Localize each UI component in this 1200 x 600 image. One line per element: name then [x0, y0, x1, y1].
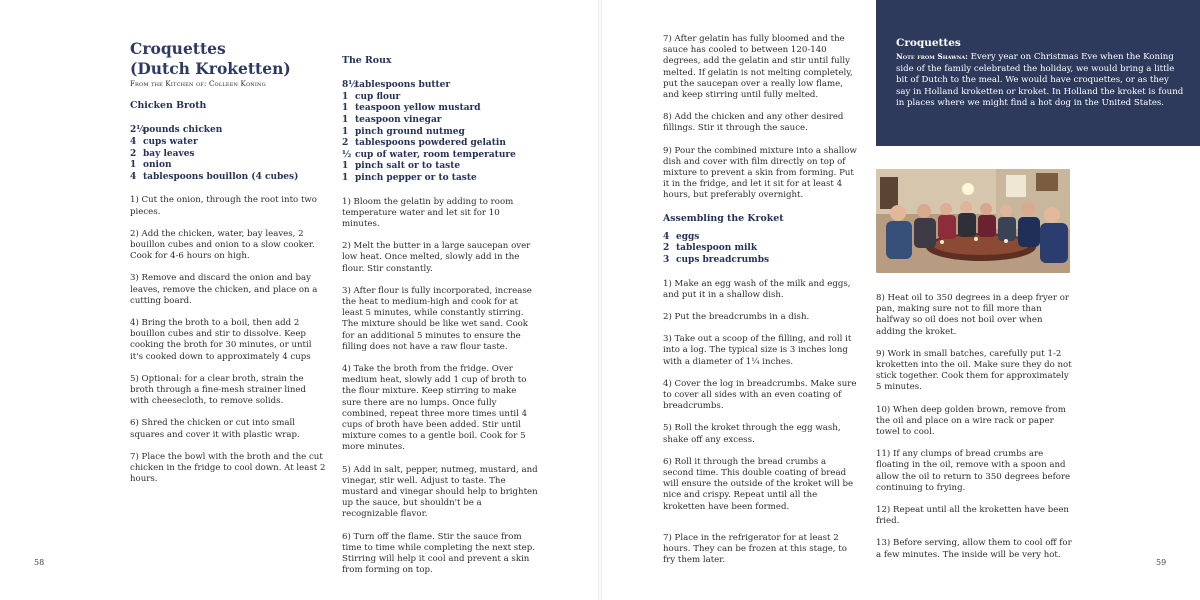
note-label: Note from Shawna:: [896, 52, 968, 61]
assembly-step: 1) Make an egg wash of the milk and eggs, and put it in a shallow dish.: [663, 278, 851, 300]
assembly-column: [663, 34, 859, 577]
ingredient-row: 4 tablespoons bouillon (4 cubes): [130, 171, 299, 182]
page-number: 59: [1156, 558, 1167, 567]
recipe-byline: From the Kitchen of: Colleen Koning: [130, 80, 266, 88]
page-number: 58: [34, 558, 45, 567]
left-page: [0, 0, 598, 600]
assembly-step: 7) Place in the refrigerator for at least 2 hours. They can be frozen at this stage, to fry them later.: [663, 532, 847, 566]
roux-step: 5) Add in salt, pepper, nutmeg, mustard, and vinegar, stir well. Adjust to taste. The mustard and vinegar should help to brighten up the sauce, but shouldn't be a recognizable flavor.: [342, 464, 538, 520]
roux-step: 8) Add the chicken and any other desired fillings. Stir it through the sauce.: [663, 112, 844, 134]
frying-column: [876, 293, 1072, 572]
assembly-step: 3) Take out a scoop of the filling, and roll it into a log. The typical size is 3 inches long with a diameter of 1¼ inches.: [663, 334, 852, 367]
ingredient-row: 2 tablespoons powdered gelatin: [342, 138, 506, 149]
ingredient-row: 1 teaspoon yellow mustard: [342, 103, 481, 114]
note-body: Every year on Christmas Eve when the Koning side of the family celebrated the holiday, we would bring a little bit of Dutch to the meal. We would have croquettes, or as they say in Holland kroketten or kroket. In Holland the kroket is found in places where we might find a hot dog in the United States.: [896, 52, 1184, 109]
ingredient-row: 2¼ pounds chicken: [130, 125, 223, 136]
assembling-ingredient-list: [663, 232, 859, 267]
broth-step: 5) Optional: for a clear broth, strain the broth through a fine-mesh strainer lined with cheesecloth, to remove solids.: [130, 373, 307, 407]
ingredient-row: 1 pinch ground nutmeg: [342, 126, 465, 137]
roux-step: 9) Pour the combined mixture into a shallow dish and cover with film directly on top of mixture to prevent a skin from forming. Put it in the fridge, and let it sit for at least 4 hours, but preferably overnight.: [663, 145, 857, 201]
roux-step: 7) After gelatin has fully bloomed and the sauce has cooled to between 120-140 degrees, add the gelatin and stir until fully melted. If gelatin is not melting completely, put the saucepan over a really low flame, and keep stirring until fully melted.: [663, 34, 853, 101]
assembly-step: 12) Repeat until all the kroketten have been fried.: [876, 505, 1069, 527]
ingredient-row: 8½ tablespoons butter: [342, 80, 451, 91]
broth-ingredient-list: [130, 125, 326, 183]
recipe-title: [130, 39, 326, 79]
note-title: Croquettes: [896, 37, 961, 49]
ingredient-row: 4 eggs: [663, 231, 700, 242]
photo-illustration: [876, 169, 1070, 273]
assembly-step: 10) When deep golden brown, remove from the oil and place on a wire rack or paper towel to cool.: [876, 404, 1066, 438]
roux-heading: The Roux: [342, 55, 392, 66]
ingredient-row: 2 tablespoon milk: [663, 243, 758, 254]
broth-step: 4) Bring the broth to a boil, then add 2 bouillon cubes and stir to dissolve. Keep cooking the broth for 30 minutes, or until it's cooked down to approximately 4 cups: [130, 318, 312, 362]
ingredient-row: 1 cup flour: [342, 91, 401, 102]
ingredient-row: 2 bay leaves: [130, 148, 195, 159]
assembly-step: 5) Roll the kroket through the egg wash, shake off any excess.: [663, 423, 841, 445]
title-line-2: (Dutch Kroketten): [130, 59, 291, 78]
right-page: [602, 0, 1200, 600]
assembly-step: 11) If any clumps of bread crumbs are floating in the oil, remove with a spoon and allow the oil to return to 350 degrees before continuing to frying.: [876, 449, 1071, 493]
assembly-step: 9) Work in small batches, carefully put 1-2 kroketten into the oil. Make sure they do not stick together. Cook them for approximately 5 minutes.: [876, 348, 1072, 393]
ingredient-row: 1 pinch salt or to taste: [342, 161, 461, 172]
roux-step: 1) Bloom the gelatin by adding to room temperature water and let sit for 10 minutes.: [342, 196, 514, 229]
broth-step: 7) Place the bowl with the broth and the cut chicken in the fridge to cool down. At least 2 hours.: [130, 451, 326, 485]
assembly-step: 8) Heat oil to 350 degrees in a deep fryer or pan, making sure not to fill more than halfway so oil does not boil over when adding the kroket.: [876, 293, 1069, 337]
assembly-step: 6) Roll it through the bread crumbs a second time. This double coating of bread will ensure the outside of the kroket will be nice and crispy. Repeat until all the kroketten have been formed.: [663, 456, 854, 512]
roux-step: 2) Melt the butter in a large saucepan over low heat. Once melted, slowly add in the flour. Stir constantly.: [342, 241, 531, 274]
ingredient-row: 1 onion: [130, 160, 172, 171]
family-dinner-photo: [876, 169, 1070, 273]
ingredient-row: 3 cups breadcrumbs: [663, 255, 770, 266]
ingredient-row: ½ cup of water, room temperature: [342, 149, 516, 160]
assembling-heading: Assembling the Kroket: [663, 212, 784, 224]
title-line-1: Croquettes: [130, 39, 226, 58]
broth-column: [130, 39, 326, 496]
broth-step: 2) Add the chicken, water, bay leaves, 2 bouillon cubes and onion to a slow cooker. Cook for 4-6 hours on high.: [130, 228, 315, 262]
roux-step: 6) Turn off the flame. Stir the sauce from time to time while completing the next step. Stirring will help it cool and prevent a skin from forming on top.: [342, 531, 535, 576]
broth-step: 6) Shred the chicken or cut into small squares and cover it with plastic wrap.: [130, 418, 300, 440]
roux-ingredient-list: [342, 80, 538, 184]
assembly-step: 13) Before serving, allow them to cool off for a few minutes. The inside will be very hot.: [876, 538, 1072, 560]
assembly-step: 4) Cover the log in breadcrumbs. Make sure to cover all sides with an even coating of breadcrumbs.: [663, 378, 857, 412]
roux-column: [342, 55, 538, 587]
roux-step: 3) After flour is fully incorporated, increase the heat to medium-high and cook for at least 5 minutes, while constantly stirring. The mixture should be like wet sand. Cook for an additional 5 minutes to ensure the filling does not have a raw flour taste.: [342, 285, 532, 352]
ingredient-row: 4 cups water: [130, 137, 198, 147]
broth-step: 1) Cut the onion, through the root into two pieces.: [130, 195, 317, 217]
ingredient-row: 1 teaspoon vinegar: [342, 114, 442, 125]
roux-step: 4) Take the broth from the fridge. Over medium heat, slowly add 1 cup of broth to the flour mixture. Keep stirring to make sure there are no lumps. Once fully combined, repeat three more times until 4 cups of broth have been added. Stir until mixture comes to a gentle boil. Cook for 5 more minutes.: [342, 363, 528, 453]
ingredient-row: 1 pinch pepper or to taste: [342, 172, 477, 183]
broth-heading: Chicken Broth: [130, 100, 207, 112]
broth-step: 3) Remove and discard the onion and bay leaves, remove the chicken, and place on a cutting board.: [130, 273, 318, 306]
note-text-block: [896, 51, 1184, 110]
assembly-step: 2) Put the breadcrumbs in a dish.: [663, 312, 810, 323]
note-panel: [876, 0, 1200, 146]
